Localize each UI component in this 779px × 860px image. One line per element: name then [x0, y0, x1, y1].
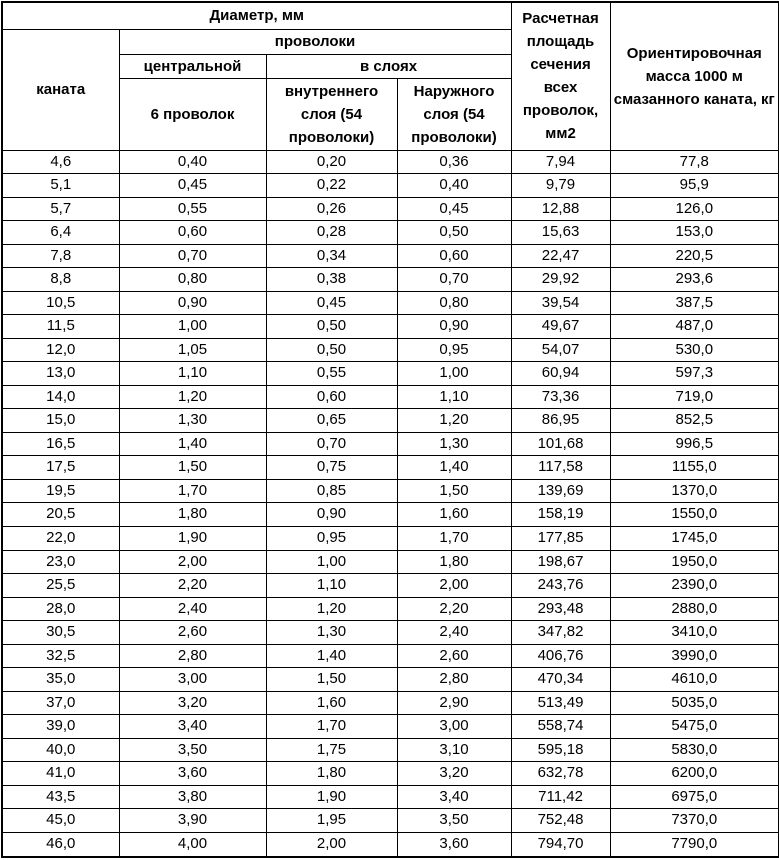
table-body: [2, 150, 779, 857]
table-cell: 1,90: [119, 527, 266, 551]
table-cell: 3,80: [119, 785, 266, 809]
table-cell: 32,5: [2, 644, 119, 668]
table-cell: 487,0: [610, 315, 779, 339]
table-cell: 558,74: [511, 715, 610, 739]
table-row: [2, 668, 779, 692]
header-central-group: центральной: [119, 54, 266, 78]
table-cell: 2,90: [397, 691, 511, 715]
table-cell: 3990,0: [610, 644, 779, 668]
table-cell: 1,80: [266, 762, 397, 786]
table-cell: 243,76: [511, 574, 610, 598]
table-cell: 5830,0: [610, 738, 779, 762]
table-cell: 0,95: [266, 527, 397, 551]
table-cell: 3,40: [397, 785, 511, 809]
table-cell: 2,40: [119, 597, 266, 621]
table-cell: 470,34: [511, 668, 610, 692]
table-cell: 7790,0: [610, 832, 779, 857]
table-row: [2, 479, 779, 503]
table-cell: 117,58: [511, 456, 610, 480]
table-cell: 4,6: [2, 150, 119, 174]
table-cell: 0,50: [397, 221, 511, 245]
table-cell: 40,0: [2, 738, 119, 762]
table-cell: 0,38: [266, 268, 397, 292]
table-cell: 3,90: [119, 809, 266, 833]
table-cell: 3,00: [397, 715, 511, 739]
table-cell: 46,0: [2, 832, 119, 857]
table-cell: 0,70: [266, 432, 397, 456]
table-cell: 54,07: [511, 338, 610, 362]
table-cell: 0,22: [266, 174, 397, 198]
table-cell: 1,20: [119, 385, 266, 409]
table-cell: 16,5: [2, 432, 119, 456]
table-row: [2, 832, 779, 857]
table-cell: 1,95: [266, 809, 397, 833]
table-cell: 1,80: [119, 503, 266, 527]
table-cell: 1,70: [266, 715, 397, 739]
table-cell: 2880,0: [610, 597, 779, 621]
table-cell: 2,80: [397, 668, 511, 692]
table-cell: 0,80: [397, 291, 511, 315]
table-cell: 1,10: [119, 362, 266, 386]
table-cell: 3,60: [397, 832, 511, 857]
table-cell: 852,5: [610, 409, 779, 433]
header-diameter-group: Диаметр, мм: [2, 2, 511, 29]
table-cell: 49,67: [511, 315, 610, 339]
table-cell: 2,20: [397, 597, 511, 621]
table-cell: 0,60: [397, 244, 511, 268]
table-cell: 0,60: [119, 221, 266, 245]
table-cell: 45,0: [2, 809, 119, 833]
table-cell: 2,00: [266, 832, 397, 857]
table-cell: 95,9: [610, 174, 779, 198]
table-cell: 5,7: [2, 197, 119, 221]
table-row: [2, 338, 779, 362]
table-cell: 158,19: [511, 503, 610, 527]
table-cell: 1,20: [397, 409, 511, 433]
table-cell: 10,5: [2, 291, 119, 315]
table-cell: 996,5: [610, 432, 779, 456]
table-cell: 347,82: [511, 621, 610, 645]
table-row: [2, 621, 779, 645]
table-cell: 1,00: [266, 550, 397, 574]
table-cell: 0,36: [397, 150, 511, 174]
table-cell: 1950,0: [610, 550, 779, 574]
table-cell: 0,40: [397, 174, 511, 198]
table-row: [2, 432, 779, 456]
table-cell: 530,0: [610, 338, 779, 362]
table-cell: 29,92: [511, 268, 610, 292]
table-cell: 1,60: [397, 503, 511, 527]
table-cell: 41,0: [2, 762, 119, 786]
table-cell: 5475,0: [610, 715, 779, 739]
table-cell: 794,70: [511, 832, 610, 857]
table-cell: 28,0: [2, 597, 119, 621]
table-row: [2, 691, 779, 715]
table-cell: 5035,0: [610, 691, 779, 715]
table-cell: 1,80: [397, 550, 511, 574]
table-cell: 293,48: [511, 597, 610, 621]
header-outer-layer-column: Наружного слоя (54 проволоки): [397, 78, 511, 150]
header-wires-group: проволоки: [119, 29, 511, 54]
table-cell: 1,50: [266, 668, 397, 692]
table-row: [2, 197, 779, 221]
table-cell: 2,00: [119, 550, 266, 574]
table-cell: 37,0: [2, 691, 119, 715]
table-cell: 1,90: [266, 785, 397, 809]
table-cell: 0,50: [266, 315, 397, 339]
table-header: [2, 2, 779, 150]
table-cell: 30,5: [2, 621, 119, 645]
table-cell: 5,1: [2, 174, 119, 198]
table-cell: 595,18: [511, 738, 610, 762]
table-cell: 3,20: [119, 691, 266, 715]
table-cell: 3,40: [119, 715, 266, 739]
table-cell: 1370,0: [610, 479, 779, 503]
table-cell: 1,50: [119, 456, 266, 480]
table-cell: 20,5: [2, 503, 119, 527]
table-cell: 12,0: [2, 338, 119, 362]
table-cell: 711,42: [511, 785, 610, 809]
table-cell: 60,94: [511, 362, 610, 386]
table-cell: 0,60: [266, 385, 397, 409]
table-row: [2, 550, 779, 574]
header-area-column: Расчетная площадь сечения всех проволок, мм2: [511, 2, 610, 150]
table-cell: 22,0: [2, 527, 119, 551]
table-cell: 13,0: [2, 362, 119, 386]
table-row: [2, 409, 779, 433]
table-cell: 2,80: [119, 644, 266, 668]
table-row: [2, 644, 779, 668]
table-cell: 0,65: [266, 409, 397, 433]
table-cell: 1,00: [397, 362, 511, 386]
table-row: [2, 738, 779, 762]
table-cell: 11,5: [2, 315, 119, 339]
table-cell: 4610,0: [610, 668, 779, 692]
table-cell: 7,94: [511, 150, 610, 174]
table-cell: 0,70: [119, 244, 266, 268]
header-central-wires-column: 6 проволок: [119, 78, 266, 150]
table-cell: 86,95: [511, 409, 610, 433]
table-row: [2, 150, 779, 174]
table-cell: 6200,0: [610, 762, 779, 786]
table-cell: 22,47: [511, 244, 610, 268]
table-cell: 1,10: [266, 574, 397, 598]
table-cell: 1,05: [119, 338, 266, 362]
table-cell: 1,60: [266, 691, 397, 715]
table-row: [2, 174, 779, 198]
table-row: [2, 785, 779, 809]
table-cell: 2390,0: [610, 574, 779, 598]
table-cell: 12,88: [511, 197, 610, 221]
table-cell: 1,50: [397, 479, 511, 503]
table-cell: 43,5: [2, 785, 119, 809]
table-cell: 0,20: [266, 150, 397, 174]
table-row: [2, 221, 779, 245]
table-cell: 1,30: [397, 432, 511, 456]
header-inner-layer-column: внутреннего слоя (54 проволоки): [266, 78, 397, 150]
table-cell: 0,80: [119, 268, 266, 292]
table-row: [2, 315, 779, 339]
table-cell: 1,70: [119, 479, 266, 503]
table-cell: 14,0: [2, 385, 119, 409]
table-cell: 2,60: [119, 621, 266, 645]
table-cell: 101,68: [511, 432, 610, 456]
table-cell: 0,55: [119, 197, 266, 221]
table-cell: 0,45: [119, 174, 266, 198]
table-cell: 2,60: [397, 644, 511, 668]
table-cell: 1745,0: [610, 527, 779, 551]
table-cell: 0,28: [266, 221, 397, 245]
table-cell: 0,90: [119, 291, 266, 315]
table-cell: 3,10: [397, 738, 511, 762]
wire-rope-spec-table: [1, 1, 779, 858]
table-cell: 1,40: [397, 456, 511, 480]
table-cell: 1,70: [397, 527, 511, 551]
table-row: [2, 268, 779, 292]
table-cell: 35,0: [2, 668, 119, 692]
table-cell: 0,40: [119, 150, 266, 174]
table-cell: 0,95: [397, 338, 511, 362]
table-row: [2, 574, 779, 598]
table-cell: 19,5: [2, 479, 119, 503]
table-cell: 3410,0: [610, 621, 779, 645]
table-cell: 126,0: [610, 197, 779, 221]
table-cell: 513,49: [511, 691, 610, 715]
table-cell: 719,0: [610, 385, 779, 409]
table-cell: 0,26: [266, 197, 397, 221]
table-cell: 73,36: [511, 385, 610, 409]
table-cell: 6,4: [2, 221, 119, 245]
table-cell: 1,20: [266, 597, 397, 621]
table-cell: 387,5: [610, 291, 779, 315]
table-cell: 153,0: [610, 221, 779, 245]
table-cell: 23,0: [2, 550, 119, 574]
table-cell: 39,0: [2, 715, 119, 739]
table-row: [2, 291, 779, 315]
table-cell: 139,69: [511, 479, 610, 503]
table-cell: 752,48: [511, 809, 610, 833]
table-cell: 8,8: [2, 268, 119, 292]
table-cell: 9,79: [511, 174, 610, 198]
table-row: [2, 385, 779, 409]
table-row: [2, 715, 779, 739]
table-cell: 2,00: [397, 574, 511, 598]
table-row: [2, 762, 779, 786]
table-row: [2, 597, 779, 621]
table-cell: 0,90: [397, 315, 511, 339]
table-cell: 177,85: [511, 527, 610, 551]
table-row: [2, 244, 779, 268]
table-cell: 220,5: [610, 244, 779, 268]
table-row: [2, 809, 779, 833]
table-cell: 293,6: [610, 268, 779, 292]
table-cell: 1,10: [397, 385, 511, 409]
table-cell: 15,0: [2, 409, 119, 433]
table-cell: 1550,0: [610, 503, 779, 527]
table-cell: 3,50: [397, 809, 511, 833]
table-cell: 2,40: [397, 621, 511, 645]
table-cell: 3,60: [119, 762, 266, 786]
table-cell: 198,67: [511, 550, 610, 574]
table-cell: 0,55: [266, 362, 397, 386]
table-cell: 1,30: [266, 621, 397, 645]
table-cell: 632,78: [511, 762, 610, 786]
table-cell: 17,5: [2, 456, 119, 480]
table-cell: 3,50: [119, 738, 266, 762]
table-cell: 15,63: [511, 221, 610, 245]
table-cell: 1,00: [119, 315, 266, 339]
table-cell: 0,34: [266, 244, 397, 268]
table-cell: 0,90: [266, 503, 397, 527]
header-rope-column: каната: [2, 29, 119, 150]
table-cell: 1,40: [119, 432, 266, 456]
table-cell: 0,45: [397, 197, 511, 221]
table-cell: 1155,0: [610, 456, 779, 480]
table-row: [2, 527, 779, 551]
table-cell: 77,8: [610, 150, 779, 174]
table-cell: 3,20: [397, 762, 511, 786]
table-cell: 0,70: [397, 268, 511, 292]
table-cell: 0,50: [266, 338, 397, 362]
table-cell: 0,75: [266, 456, 397, 480]
table-row: [2, 456, 779, 480]
table-cell: 6975,0: [610, 785, 779, 809]
header-in-layers-group: в слоях: [266, 54, 511, 78]
table-cell: 39,54: [511, 291, 610, 315]
table-cell: 7,8: [2, 244, 119, 268]
table-cell: 2,20: [119, 574, 266, 598]
table-cell: 25,5: [2, 574, 119, 598]
table-cell: 406,76: [511, 644, 610, 668]
table-cell: 1,30: [119, 409, 266, 433]
table-cell: 4,00: [119, 832, 266, 857]
table-cell: 0,85: [266, 479, 397, 503]
table-cell: 0,45: [266, 291, 397, 315]
table-cell: 1,40: [266, 644, 397, 668]
table-cell: 1,75: [266, 738, 397, 762]
table-row: [2, 503, 779, 527]
table-cell: 597,3: [610, 362, 779, 386]
header-mass-column: Ориентировочная масса 1000 м смазанного каната, кг: [610, 2, 779, 150]
table-cell: 7370,0: [610, 809, 779, 833]
table-row: [2, 362, 779, 386]
table-cell: 3,00: [119, 668, 266, 692]
